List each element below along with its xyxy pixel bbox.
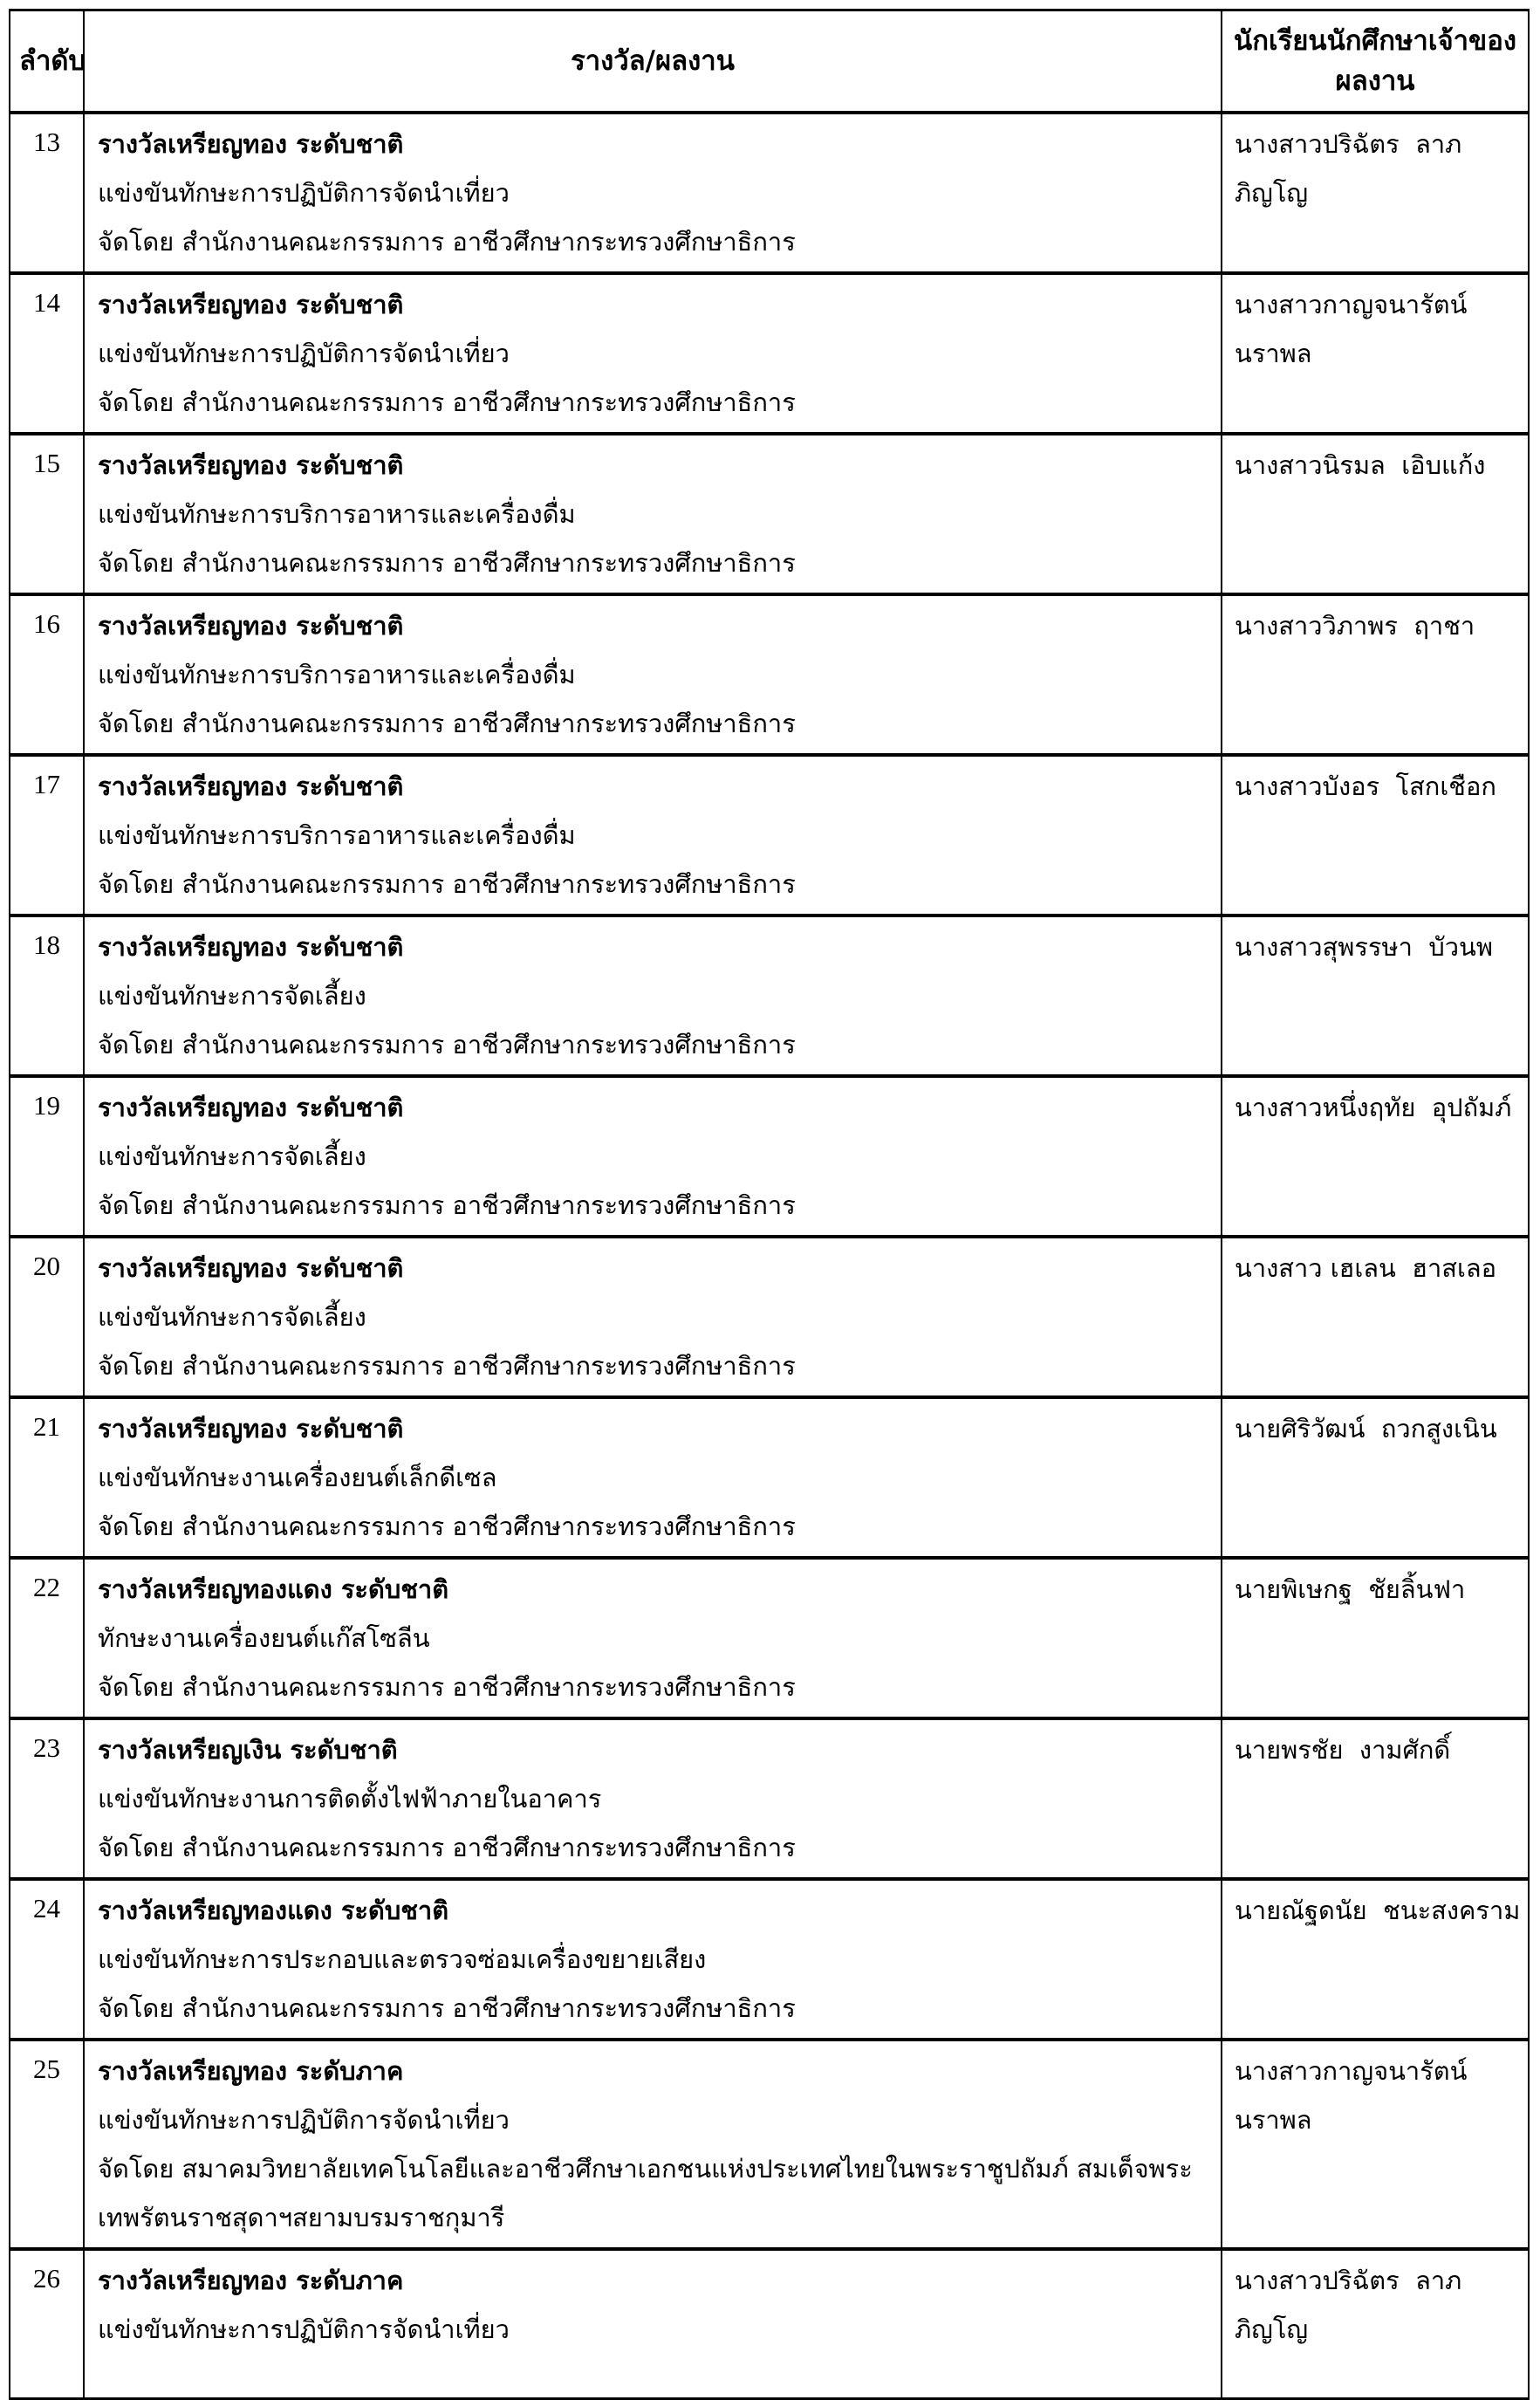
award-detail: แข่งขันทักษะงานเครื่องยนต์เล็กดีเซล	[98, 1463, 497, 1492]
award-detail: แข่งขันทักษะการปฏิบัติการจัดนำเที่ยว	[98, 178, 510, 208]
award-title: รางวัลเหรียญทอง ระดับชาติ	[98, 611, 404, 641]
award-title: รางวัลเหรียญทองแดง ระดับชาติ	[98, 1896, 449, 1925]
owner-name: นายพรชัย งามศักดิ์	[1222, 1718, 1529, 1879]
award-cell	[84, 1237, 1222, 1397]
row-number: 26	[10, 2249, 84, 2398]
award-cell	[84, 2040, 1222, 2249]
award-detail: แข่งขันทักษะการจัดเลี้ยง	[98, 1302, 366, 1332]
document-page	[0, 9, 1540, 2344]
owner-name: นางสาววิภาพร ฤาชา	[1222, 594, 1529, 755]
award-title: รางวัลเหรียญทอง ระดับชาติ	[98, 1414, 404, 1443]
row-number: 15	[10, 434, 84, 594]
award-detail: จัดโดย สำนักงานคณะกรรมการ อาชีวศึกษากระทรวงศึกษาธิการ	[98, 387, 796, 417]
award-cell	[84, 2249, 1222, 2398]
award-detail: จัดโดย สำนักงานคณะกรรมการ อาชีวศึกษากระทรวงศึกษาธิการ	[98, 869, 796, 899]
table-row	[10, 2040, 1529, 2249]
award-detail: แข่งขันทักษะการจัดเลี้ยง	[98, 981, 366, 1011]
table-row	[10, 1076, 1529, 1237]
row-number: 17	[10, 755, 84, 915]
row-number: 16	[10, 594, 84, 755]
col-header-award: รางวัล/ผลงาน	[84, 10, 1222, 113]
award-title: รางวัลเหรียญทอง ระดับชาติ	[98, 450, 404, 480]
row-number: 21	[10, 1397, 84, 1558]
award-detail: จัดโดย สำนักงานคณะกรรมการ อาชีวศึกษากระทรวงศึกษาธิการ	[98, 1190, 796, 1220]
award-title: รางวัลเหรียญทอง ระดับชาติ	[98, 1253, 404, 1283]
row-number: 14	[10, 273, 84, 434]
table-row	[10, 594, 1529, 755]
table-body	[10, 113, 1529, 2398]
award-detail: จัดโดย สำนักงานคณะกรรมการ อาชีวศึกษากระทรวงศึกษาธิการ	[98, 548, 796, 578]
award-detail: แข่งขันทักษะงานการติดตั้งไฟฟ้าภายในอาคาร	[98, 1784, 602, 1814]
award-detail: จัดโดย สำนักงานคณะกรรมการ อาชีวศึกษากระทรวงศึกษาธิการ	[98, 1672, 796, 1702]
owner-name: นางสาวกาญจนารัตน์ นราพล	[1222, 273, 1529, 434]
award-detail: แข่งขันทักษะการบริการอาหารและเครื่องดื่ม	[98, 820, 576, 850]
owner-name: นางสาวบังอร โสกเชือก	[1222, 755, 1529, 915]
award-title: รางวัลเหรียญทอง ระดับชาติ	[98, 1093, 404, 1122]
award-title: รางวัลเหรียญทอง ระดับภาค	[98, 2056, 404, 2086]
table-row	[10, 273, 1529, 434]
owner-name: นางสาวปริฉัตร ลาภภิญโญ	[1222, 2249, 1529, 2398]
table-row	[10, 1718, 1529, 1879]
award-detail: แข่งขันทักษะการจัดเลี้ยง	[98, 1142, 366, 1171]
table-row	[10, 915, 1529, 1076]
award-detail: จัดโดย สำนักงานคณะกรรมการ อาชีวศึกษากระทรวงศึกษาธิการ	[98, 1030, 796, 1059]
award-detail: แข่งขันทักษะการปฏิบัติการจัดนำเที่ยว	[98, 2105, 510, 2135]
table-row	[10, 1558, 1529, 1718]
award-cell	[84, 1718, 1222, 1879]
table-row	[10, 1397, 1529, 1558]
table-row	[10, 2249, 1529, 2398]
award-cell	[84, 594, 1222, 755]
award-cell	[84, 434, 1222, 594]
award-cell	[84, 1558, 1222, 1718]
award-title: รางวัลเหรียญทอง ระดับชาติ	[98, 129, 404, 159]
award-cell	[84, 1879, 1222, 2040]
award-cell	[84, 755, 1222, 915]
col-header-owner: นักเรียนนักศึกษาเจ้าของผลงาน	[1222, 10, 1529, 113]
col-header-index: ลำดับ	[10, 10, 84, 113]
award-title: รางวัลเหรียญทองแดง ระดับชาติ	[98, 1574, 449, 1604]
award-title: รางวัลเหรียญทอง ระดับชาติ	[98, 932, 404, 962]
table-row	[10, 1879, 1529, 2040]
owner-name: นางสาว เฮเลน ฮาสเลอ	[1222, 1237, 1529, 1397]
award-detail: จัดโดย สำนักงานคณะกรรมการ อาชีวศึกษากระทรวงศึกษาธิการ	[98, 1351, 796, 1381]
header-row	[10, 10, 1529, 113]
award-cell	[84, 915, 1222, 1076]
award-detail: จัดโดย สำนักงานคณะกรรมการ อาชีวศึกษากระทรวงศึกษาธิการ	[98, 1833, 796, 1862]
award-detail: จัดโดย สำนักงานคณะกรรมการ อาชีวศึกษากระทรวงศึกษาธิการ	[98, 227, 796, 257]
row-number: 19	[10, 1076, 84, 1237]
award-detail: จัดโดย สำนักงานคณะกรรมการ อาชีวศึกษากระทรวงศึกษาธิการ	[98, 1993, 796, 2023]
owner-name: นายศิริวัฒน์ ถวกสูงเนิน	[1222, 1397, 1529, 1558]
row-number: 18	[10, 915, 84, 1076]
awards-table	[9, 9, 1530, 2400]
owner-name: นางสาวนิรมล เอิบแก้ง	[1222, 434, 1529, 594]
owner-name: นางสาวกาญจนารัตน์ นราพล	[1222, 2040, 1529, 2249]
award-title: รางวัลเหรียญทอง ระดับชาติ	[98, 771, 404, 801]
award-detail: แข่งขันทักษะการปฏิบัติการจัดนำเที่ยว	[98, 339, 510, 368]
award-title: รางวัลเหรียญทอง ระดับภาค	[98, 2266, 404, 2295]
award-detail: จัดโดย สำนักงานคณะกรรมการ อาชีวศึกษากระทรวงศึกษาธิการ	[98, 1512, 796, 1541]
owner-name: นางสาวปริฉัตร ลาภภิญโญ	[1222, 113, 1529, 273]
owner-name: นายพิเษกฐ ชัยลิ้นฟา	[1222, 1558, 1529, 1718]
award-cell	[84, 1397, 1222, 1558]
row-number: 25	[10, 2040, 84, 2249]
row-number: 22	[10, 1558, 84, 1718]
award-detail: แข่งขันทักษะการประกอบและตรวจซ่อมเครื่องขยายเสียง	[98, 1944, 707, 1974]
table-row	[10, 434, 1529, 594]
award-cell	[84, 273, 1222, 434]
owner-name: นางสาวหนึ่งฤทัย อุปถัมภ์	[1222, 1076, 1529, 1237]
row-number: 13	[10, 113, 84, 273]
table-row	[10, 755, 1529, 915]
owner-name: นายณัฐดนัย ชนะสงคราม	[1222, 1879, 1529, 2040]
row-number: 20	[10, 1237, 84, 1397]
award-detail: ทักษะงานเครื่องยนต์แก๊สโซลีน	[98, 1623, 430, 1653]
award-detail: จัดโดย สำนักงานคณะกรรมการ อาชีวศึกษากระทรวงศึกษาธิการ	[98, 709, 796, 738]
owner-name: นางสาวสุพรรษา บัวนพ	[1222, 915, 1529, 1076]
table-row	[10, 1237, 1529, 1397]
award-detail: แข่งขันทักษะการปฏิบัติการจัดนำเที่ยว	[98, 2314, 510, 2344]
row-number: 23	[10, 1718, 84, 1879]
row-number: 24	[10, 1879, 84, 2040]
award-detail: แข่งขันทักษะการบริการอาหารและเครื่องดื่ม	[98, 499, 576, 529]
award-detail: แข่งขันทักษะการบริการอาหารและเครื่องดื่ม	[98, 660, 576, 689]
award-title: รางวัลเหรียญทอง ระดับชาติ	[98, 290, 404, 319]
award-detail: จัดโดย สมาคมวิทยาลัยเทคโนโลยีและอาชีวศึกษาเอกชนแห่งประเทศไทยในพระราชูปถัมภ์ สมเด็จพระเทพรัตนราชสุดาฯสยามบรมราชกุมารี	[98, 2154, 1193, 2232]
table-row	[10, 113, 1529, 273]
award-title: รางวัลเหรียญเงิน ระดับชาติ	[98, 1735, 398, 1765]
award-cell	[84, 113, 1222, 273]
award-cell	[84, 1076, 1222, 1237]
